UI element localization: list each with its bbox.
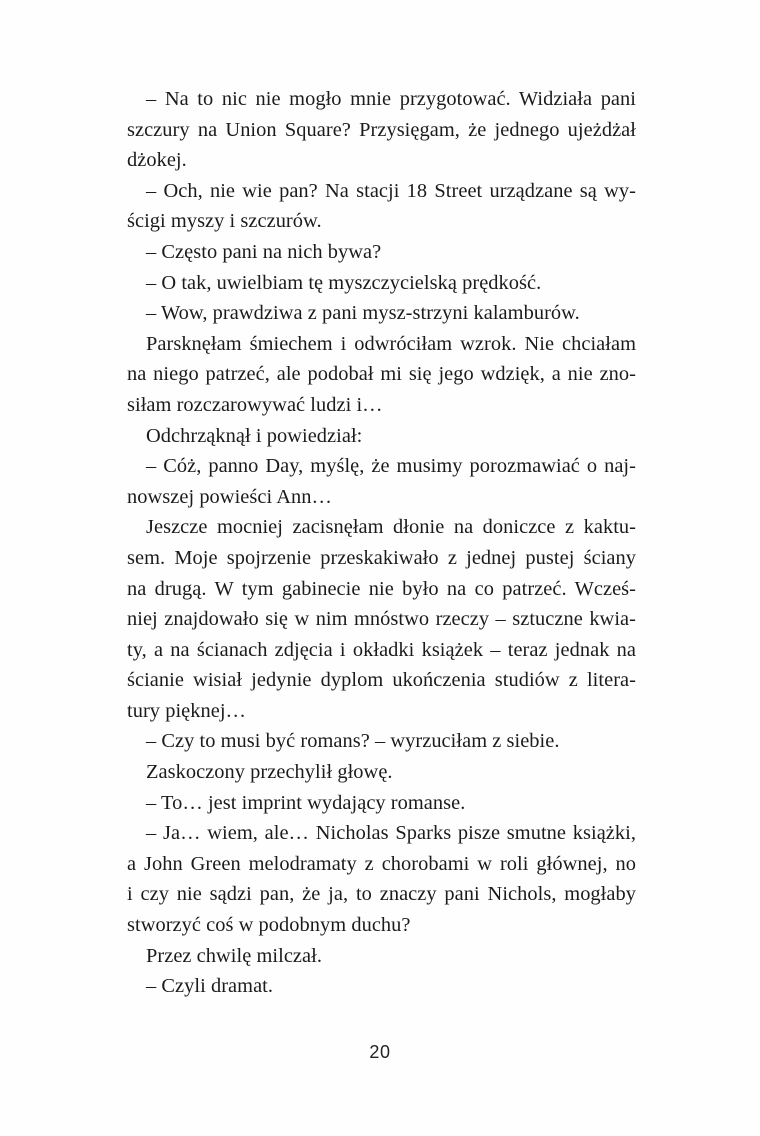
text-line: sem. Moje spojrzenie przeskakiwało z jednej pustej ściany: [127, 546, 636, 569]
text-line: Zaskoczony przechylił głowę.: [146, 761, 393, 784]
text-line: ścigi myszy i szczurów.: [127, 210, 322, 233]
paragraph: [127, 971, 636, 1002]
paragraph: [127, 451, 636, 512]
text-line: Parsknęłam śmiechem i odwróciłam wzrok. Nie chciałam: [146, 332, 636, 355]
text-line: – Och, nie wie pan? Na stacji 18 Street urządzane są wy-: [146, 179, 636, 202]
text-line: nowszej powieści Ann…: [127, 485, 332, 508]
text-line: Przez chwilę milczał.: [146, 944, 322, 967]
text-line: szczury na Union Square? Przysięgam, że jednego ujeżdżał: [127, 118, 636, 141]
text-line: siłam rozczarowywać ludzi i…: [127, 393, 383, 416]
text-line: Odchrząknął i powiedział:: [146, 424, 363, 447]
paragraph: [127, 237, 636, 268]
text-line: – To… jest imprint wydający romanse.: [146, 791, 466, 814]
paragraph: [127, 421, 636, 452]
text-line: tury pięknej…: [127, 699, 247, 722]
body-text-block: [127, 84, 636, 1002]
paragraph: [127, 84, 636, 176]
text-line: stworzyć coś w podobnym duchu?: [127, 914, 411, 937]
text-line: i czy nie sądzi pan, że ja, to znaczy pani Nichols, mogłaby: [127, 883, 636, 906]
text-line: – O tak, uwielbiam tę myszczycielską prędkość.: [146, 271, 542, 294]
paragraph: [127, 268, 636, 299]
text-line: ścianie wisiał jedynie dyplom ukończenia studiów z litera-: [127, 669, 636, 692]
text-line: – Wow, prawdziwa z pani mysz-strzyni kalamburów.: [146, 302, 580, 325]
text-line: Jeszcze mocniej zacisnęłam dłonie na doniczce z kaktu-: [146, 516, 636, 539]
text-line: – Ja… wiem, ale… Nicholas Sparks pisze smutne książki,: [146, 822, 636, 845]
text-line: – Cóż, panno Day, myślę, że musimy porozmawiać o naj-: [146, 455, 636, 478]
paragraph: [127, 757, 636, 788]
text-line: niej znajdowało się w nim mnóstwo rzeczy – sztuczne kwia-: [127, 608, 636, 631]
paragraph: [127, 176, 636, 237]
paragraph: [127, 298, 636, 329]
text-line: – Na to nic nie mogło mnie przygotować. Widziała pani: [146, 88, 636, 110]
paragraph: [127, 788, 636, 819]
paragraph: [127, 329, 636, 421]
text-line: ty, a na ścianach zdjęcia i okładki książek – teraz jednak na: [127, 638, 636, 661]
text-line: – Często pani na nich bywa?: [146, 240, 382, 263]
text-line: na drugą. W tym gabinecie nie było na co patrzeć. Wcześ-: [127, 577, 636, 600]
text-line: dżokej.: [127, 149, 187, 172]
paragraph: [127, 512, 636, 726]
text-line: a John Green melodramaty z chorobami w roli głównej, no: [127, 852, 636, 875]
paragraph: [127, 818, 636, 940]
text-line: – Czy to musi być romans? – wyrzuciłam z siebie.: [146, 730, 560, 753]
page-number: 20: [369, 1042, 391, 1062]
text-line: – Czyli dramat.: [146, 975, 274, 998]
paragraph: [127, 726, 636, 757]
text-line: na niego patrzeć, ale podobał mi się jego wdzięk, a nie zno-: [127, 363, 636, 386]
paragraph: [127, 941, 636, 972]
